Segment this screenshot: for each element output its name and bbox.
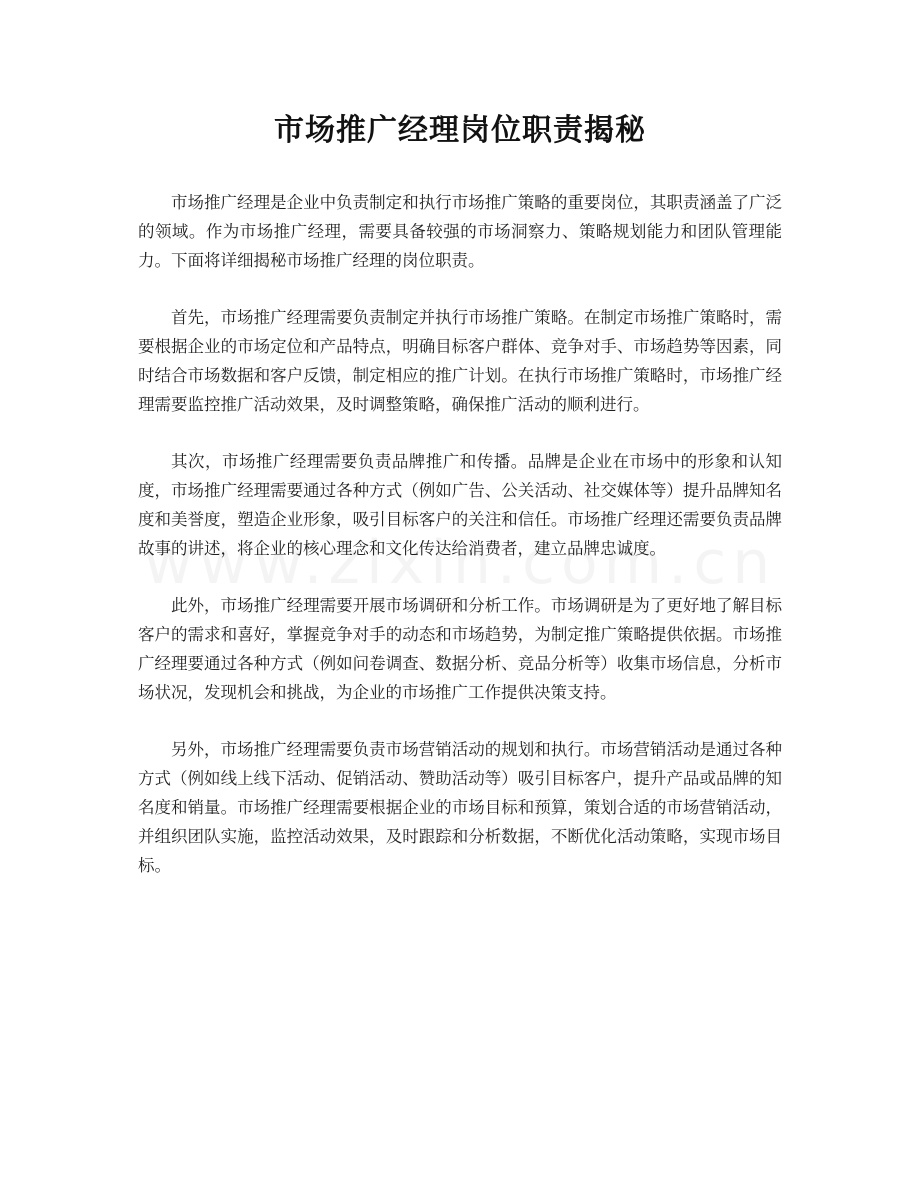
paragraph-research: 此外，市场推广经理需要开展市场调研和分析工作。市场调研是为了更好地了解目标客户的需求和喜好，掌握竞争对手的动态和市场趋势，为制定推广策略提供依据。市场推广经理要通过各种方式（例如问卷调查、数据分析、竞品分析等）收集市场信息，分析市场状况，发现机会和挑战，为企业的市场推广工作提供决策支持。 <box>138 596 782 702</box>
paragraph-marketing-activities: 另外，市场推广经理需要负责市场营销活动的规划和执行。市场营销活动是通过各种方式（例如线上线下活动、促销活动、赞助活动等）吸引目标客户，提升产品或品牌的知名度和销量。市场推广经理需要根据企业的市场目标和预算，策划合适的市场营销活动，并组织团队实施，监控活动效果，及时跟踪和分析数据，不断优化活动策略，实现市场目标。 <box>138 740 782 875</box>
paragraph-strategy: 首先，市场推广经理需要负责制定并执行市场推广策略。在制定市场推广策略时，需要根据企业的市场定位和产品特点，明确目标客户群体、竞争对手、市场趋势等因素，同时结合市场数据和客户反馈，制定相应的推广计划。在执行市场推广策略时，市场推广经理需要监控推广活动效果，及时调整策略，确保推广活动的顺利进行。 <box>138 308 782 414</box>
paragraph-branding: 其次，市场推广经理需要负责品牌推广和传播。品牌是企业在市场中的形象和认知度，市场推广经理需要通过各种方式（例如广告、公关活动、社交媒体等）提升品牌知名度和美誉度，塑造企业形象，吸引目标客户的关注和信任。市场推广经理还需要负责品牌故事的讲述，将企业的核心理念和文化传达给消费者，建立品牌忠诚度。 <box>138 452 782 558</box>
paragraph-intro: 市场推广经理是企业中负责制定和执行市场推广策略的重要岗位，其职责涵盖了广泛的领域。作为市场推广经理，需要具备较强的市场洞察力、策略规划能力和团队管理能力。下面将详细揭秘市场推广经理的岗位职责。 <box>138 193 782 270</box>
document-title: 市场推广经理岗位职责揭秘 <box>274 113 646 148</box>
